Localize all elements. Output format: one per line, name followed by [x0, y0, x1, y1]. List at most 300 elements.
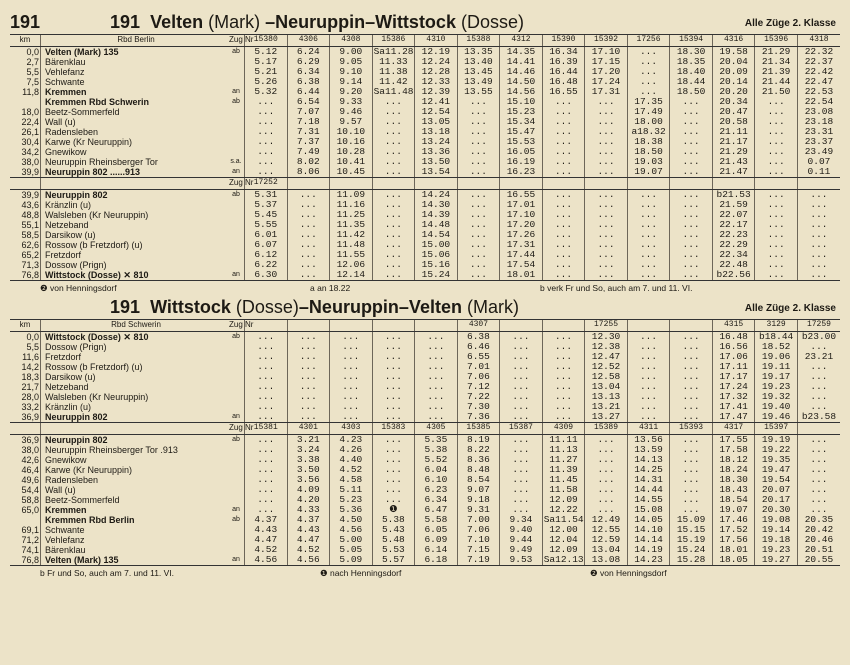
departure-time: 17.58 [712, 445, 755, 455]
departure-time: 8.36 [457, 455, 500, 465]
departure-time: 13.04 [585, 545, 628, 555]
arrival-departure-mark [228, 230, 245, 240]
departure-time: 4.56 [245, 555, 288, 566]
departure-time: 11.35 [330, 220, 373, 230]
departure-time: ... [542, 230, 585, 240]
departure-time: ... [627, 342, 670, 352]
departure-time: ... [670, 240, 713, 250]
departure-time: ... [670, 260, 713, 270]
km-value: 76,8 [10, 555, 41, 566]
departure-time: ... [372, 230, 415, 240]
footnote: ❷ von Henningsdorf [40, 283, 117, 293]
departure-time: 16.48 [712, 332, 755, 343]
departure-time: ... [627, 77, 670, 87]
km-value: 22,4 [21, 117, 39, 127]
departure-time: 11.25 [330, 210, 373, 220]
departure-time: 7.18 [287, 117, 330, 127]
departure-time: 8.22 [457, 445, 500, 455]
departure-time: 17.32 [712, 392, 755, 402]
timetable-row [10, 412, 840, 423]
departure-time: ... [245, 485, 288, 495]
train-number-row [10, 178, 840, 190]
departure-time: ... [755, 137, 798, 147]
departure-time: ... [500, 495, 543, 505]
departure-time: 7.00 [457, 515, 500, 525]
km-value: 43,6 [21, 200, 39, 210]
km-value: 30,4 [21, 137, 39, 147]
departure-time: 20.51 [797, 545, 840, 555]
departure-time: 18.30 [670, 47, 713, 58]
train-number: 4312 [500, 35, 543, 47]
rbd-label: Rbd Berlin [41, 35, 229, 47]
km-value: 55,1 [21, 220, 39, 230]
departure-time: ... [457, 97, 500, 107]
departure-time: ... [372, 107, 415, 117]
departure-time: ... [457, 157, 500, 167]
departure-time: ... [245, 157, 288, 167]
departure-time: b18.44 [755, 332, 798, 343]
km-value: 33,2 [21, 402, 39, 412]
departure-time: ... [245, 137, 288, 147]
train-number [330, 178, 373, 190]
departure-time: ... [330, 412, 373, 423]
departure-time: 18.30 [712, 475, 755, 485]
train-number: 15383 [372, 423, 415, 435]
arrival-departure-mark [228, 57, 245, 67]
departure-time: ... [670, 435, 713, 446]
train-number [797, 178, 840, 190]
station-name: Wall (u) [41, 117, 229, 127]
departure-time: 15.06 [415, 250, 458, 260]
train-number [372, 178, 415, 190]
departure-time: ... [627, 230, 670, 240]
departure-time: 20.17 [755, 495, 798, 505]
departure-time: 17.26 [500, 230, 543, 240]
departure-time: 21.34 [755, 57, 798, 67]
departure-time: ... [585, 117, 628, 127]
departure-time: 21.39 [755, 67, 798, 77]
departure-time: ... [330, 362, 373, 372]
departure-time: 13.59 [627, 445, 670, 455]
departure-time: 6.09 [415, 535, 458, 545]
departure-time: 15.34 [500, 117, 543, 127]
km-value: 18,3 [21, 372, 39, 382]
departure-time: ... [245, 392, 288, 402]
departure-time: 4.09 [287, 485, 330, 495]
departure-time: 4.56 [287, 555, 330, 566]
departure-time: ... [500, 382, 543, 392]
rbd-label [41, 178, 229, 190]
departure-time: ... [627, 200, 670, 210]
station-name: Kränzlin (u) [41, 402, 229, 412]
departure-time: 3.50 [287, 465, 330, 475]
arrival-departure-mark [228, 127, 245, 137]
train-number [585, 178, 628, 190]
departure-time: 18.35 [670, 57, 713, 67]
km-value: 71,3 [21, 260, 39, 270]
departure-time: 14.41 [500, 57, 543, 67]
station-name: Neuruppin Rheinsberger Tor [41, 157, 229, 167]
departure-time: ... [542, 210, 585, 220]
class-note: Alle Züge 2. Klasse [744, 303, 836, 314]
departure-time: 6.04 [415, 465, 458, 475]
station-name: Netzeband [41, 220, 229, 230]
departure-time: ... [330, 342, 373, 352]
departure-time: ... [500, 402, 543, 412]
departure-time: 6.38 [457, 332, 500, 343]
departure-time: 15.47 [500, 127, 543, 137]
departure-time: ... [372, 147, 415, 157]
departure-time: 3.38 [287, 455, 330, 465]
arrival-departure-mark: ab [232, 436, 240, 443]
departure-time: 13.13 [585, 392, 628, 402]
departure-time: 5.23 [330, 495, 373, 505]
departure-time: 15.24 [415, 270, 458, 281]
departure-time: 15.15 [670, 525, 713, 535]
departure-time: 4.37 [287, 515, 330, 525]
departure-time: ... [585, 455, 628, 465]
departure-time: 22.23 [712, 230, 755, 240]
train-number [500, 178, 543, 190]
departure-time: ... [372, 342, 415, 352]
arrival-departure-mark [228, 67, 245, 77]
arrival-departure-mark: ab [232, 191, 240, 198]
departure-time: 4.47 [287, 535, 330, 545]
departure-time: ... [287, 260, 330, 270]
arrival-departure-mark [228, 107, 245, 117]
km-value: 38,0 [21, 157, 39, 167]
departure-time: ... [245, 332, 288, 343]
departure-time: 17.52 [712, 525, 755, 535]
departure-time: ... [287, 372, 330, 382]
departure-time: ... [287, 402, 330, 412]
departure-time: 13.56 [627, 435, 670, 446]
departure-time: 22.32 [797, 47, 840, 58]
departure-time: 7.07 [287, 107, 330, 117]
arrival-departure-mark [228, 392, 245, 402]
station-name: Dossow (Prign) [41, 260, 229, 270]
departure-time: 15.53 [500, 137, 543, 147]
departure-time: 12.14 [330, 270, 373, 281]
departure-time: ... [627, 210, 670, 220]
departure-time: ... [627, 57, 670, 67]
station-name: Darsikow (u) [41, 372, 229, 382]
departure-time: ... [542, 127, 585, 137]
departure-time: 6.01 [245, 230, 288, 240]
departure-time: ... [245, 382, 288, 392]
departure-time: a18.32 [627, 127, 670, 137]
departure-time: Sa11.48 [373, 86, 414, 97]
departure-time: 17.20 [585, 67, 628, 77]
departure-time: ... [627, 332, 670, 343]
departure-time: 7.06 [457, 525, 500, 535]
departure-time: ... [245, 465, 288, 475]
rbd-label: Rbd Schwerin [41, 320, 229, 332]
departure-time: 5.00 [330, 535, 373, 545]
departure-time: ... [542, 402, 585, 412]
timetable-row [10, 392, 840, 402]
station-name: Bärenklau [41, 545, 229, 555]
departure-time: ... [627, 270, 670, 281]
departure-time: 9.07 [457, 485, 500, 495]
departure-time: 5.48 [372, 535, 415, 545]
departure-time: ... [245, 495, 288, 505]
km-value: 74,1 [21, 545, 39, 555]
departure-time: ... [245, 107, 288, 117]
departure-time: ... [542, 392, 585, 402]
departure-time: ... [457, 260, 500, 270]
timetable-row [10, 167, 840, 178]
departure-time: ... [500, 505, 543, 515]
departure-time: ... [500, 485, 543, 495]
departure-time: ... [755, 190, 798, 201]
departure-time: 14.05 [627, 515, 670, 525]
departure-time: 13.08 [585, 555, 628, 566]
station-name: Schwante [41, 525, 229, 535]
km-value: 36,9 [10, 412, 41, 423]
departure-time: 16.55 [542, 87, 585, 97]
departure-time: ... [542, 220, 585, 230]
station-name: Kremmen Rbd Berlin [41, 515, 229, 525]
train-number [287, 178, 330, 190]
station-name: Gnewikow [41, 455, 229, 465]
departure-time: ... [457, 167, 500, 178]
departure-time: ... [245, 167, 288, 178]
train-number [372, 320, 415, 332]
departure-time: 11.55 [330, 250, 373, 260]
departure-time: ... [670, 107, 713, 117]
km-value: 0,0 [26, 332, 39, 342]
station-name: Wittstock (Dosse) ✕ 810 [41, 270, 229, 281]
departure-time: 13.05 [415, 117, 458, 127]
km-value: 21,7 [21, 382, 39, 392]
departure-time: ... [372, 475, 415, 485]
station-name: Beetz-Sommerfeld [41, 107, 229, 117]
departure-time: 6.07 [245, 240, 288, 250]
station-name: Schwante [41, 77, 229, 87]
station-name: Walsleben (Kr Neuruppin) [41, 210, 229, 220]
departure-time: ... [585, 445, 628, 455]
departure-time: 4.47 [245, 535, 288, 545]
footnote: b Fr und So, auch am 7. und 11. VI. [40, 568, 175, 578]
departure-time: ... [670, 97, 713, 107]
departure-time: 13.27 [585, 412, 628, 423]
departure-time: ... [372, 485, 415, 495]
departure-time: 5.55 [245, 220, 288, 230]
departure-time: ... [670, 485, 713, 495]
departure-time: 17.44 [500, 250, 543, 260]
footnotes-bottom [10, 566, 840, 580]
departure-time: ... [542, 352, 585, 362]
departure-time: 8.19 [457, 435, 500, 446]
departure-time: 5.37 [245, 200, 288, 210]
departure-time: ... [585, 190, 628, 201]
departure-time: 21.29 [712, 147, 755, 157]
departure-time: 11.45 [542, 475, 585, 485]
departure-time: 22.29 [712, 240, 755, 250]
departure-time: 22.37 [797, 57, 840, 67]
departure-time: 7.22 [457, 392, 500, 402]
station-name: Beetz-Sommerfeld [41, 495, 229, 505]
station-name: Walsleben (Kr Neuruppin) [41, 392, 229, 402]
departure-time: 22.53 [797, 87, 840, 97]
train-number: 15393 [670, 423, 713, 435]
train-number: 4307 [457, 320, 500, 332]
departure-time: 10.10 [330, 127, 373, 137]
departure-time: ... [245, 402, 288, 412]
departure-time: 12.28 [415, 67, 458, 77]
departure-time: ... [627, 240, 670, 250]
departure-time: 3.21 [287, 435, 330, 446]
departure-time: 16.44 [542, 67, 585, 77]
departure-time: 22.34 [712, 250, 755, 260]
departure-time: 12.04 [542, 535, 585, 545]
departure-time: ... [670, 465, 713, 475]
departure-time: 14.25 [627, 465, 670, 475]
departure-time: 12.09 [542, 545, 585, 555]
departure-time: ... [585, 167, 628, 178]
departure-time: 5.38 [372, 515, 415, 525]
departure-time: ... [457, 137, 500, 147]
departure-time: 17.17 [712, 372, 755, 382]
departure-time: 19.18 [755, 535, 798, 545]
departure-time: 22.48 [712, 260, 755, 270]
departure-time: 18.38 [627, 137, 670, 147]
departure-time: ... [627, 250, 670, 260]
departure-time: ... [670, 137, 713, 147]
departure-time: ... [585, 220, 628, 230]
departure-time: ... [372, 435, 415, 446]
departure-time: 12.59 [585, 535, 628, 545]
train-number [500, 320, 543, 332]
departure-time: ... [245, 342, 288, 352]
departure-time: 14.23 [627, 555, 670, 566]
departure-time: 11.09 [330, 190, 373, 201]
departure-time: 15.10 [500, 97, 543, 107]
departure-time: 5.21 [245, 67, 288, 77]
train-number: 15390 [542, 35, 585, 47]
departure-time: ... [457, 230, 500, 240]
departure-time: ... [287, 270, 330, 281]
departure-time: ... [287, 332, 330, 343]
departure-time: 0.07 [797, 157, 840, 167]
train-number: 4311 [627, 423, 670, 435]
departure-time: 22.07 [712, 210, 755, 220]
departure-time: ... [797, 455, 840, 465]
departure-time: ... [670, 157, 713, 167]
departure-time: ... [500, 362, 543, 372]
departure-time: 18.40 [670, 67, 713, 77]
departure-time: ... [287, 392, 330, 402]
departure-time: 15.16 [415, 260, 458, 270]
departure-time: ... [500, 445, 543, 455]
departure-time: 6.38 [287, 77, 330, 87]
departure-time: 11.11 [542, 435, 585, 446]
departure-time: ... [245, 435, 288, 446]
departure-time: ... [415, 362, 458, 372]
departure-time: 6.34 [415, 495, 458, 505]
arrival-departure-mark [228, 240, 245, 250]
departure-time: ... [797, 435, 840, 446]
departure-time: ... [287, 220, 330, 230]
departure-time: ... [415, 402, 458, 412]
departure-time: 6.47 [415, 505, 458, 515]
departure-time: 10.28 [330, 147, 373, 157]
station-name: Bärenklau [41, 57, 229, 67]
departure-time: ... [755, 117, 798, 127]
departure-time: 14.39 [415, 210, 458, 220]
departure-time: 19.47 [755, 465, 798, 475]
departure-time: ... [287, 250, 330, 260]
departure-time: ... [372, 157, 415, 167]
departure-time: ... [372, 362, 415, 372]
arrival-departure-mark [228, 260, 245, 270]
km-value: 65,2 [21, 250, 39, 260]
departure-time: 5.43 [372, 525, 415, 535]
departure-time: 8.02 [287, 157, 330, 167]
arrival-departure-mark: an [228, 412, 245, 423]
departure-time: 20.35 [797, 515, 840, 525]
departure-time: ... [585, 505, 628, 515]
departure-time: 11.13 [542, 445, 585, 455]
departure-time: 4.52 [330, 465, 373, 475]
train-number [627, 320, 670, 332]
departure-time: ... [797, 220, 840, 230]
km-value: 76,8 [10, 270, 41, 281]
train-number: 4306 [287, 35, 330, 47]
departure-time: ... [670, 147, 713, 157]
departure-time: ... [245, 352, 288, 362]
departure-time: 9.10 [330, 67, 373, 77]
station-name: Neuruppin Rheinsberger Tor .913 [41, 445, 229, 455]
departure-time: ... [797, 392, 840, 402]
departure-time: 20.04 [712, 57, 755, 67]
departure-time: 18.01 [712, 545, 755, 555]
station-name: Dossow (Prign) [41, 342, 229, 352]
arrival-departure-mark [228, 545, 245, 555]
departure-time: ... [372, 392, 415, 402]
departure-time: ... [330, 332, 373, 343]
km-value: 58,5 [21, 230, 39, 240]
train-number [542, 178, 585, 190]
station-name: Velten (Mark) 135 [41, 555, 229, 566]
departure-time: 9.57 [330, 117, 373, 127]
departure-time: ... [542, 342, 585, 352]
departure-time: 15.23 [500, 107, 543, 117]
station-name: Netzeband [41, 382, 229, 392]
departure-time: 9.31 [457, 505, 500, 515]
km-value: 71,2 [21, 535, 39, 545]
departure-time: ... [797, 342, 840, 352]
train-number [712, 178, 755, 190]
departure-time: ... [670, 127, 713, 137]
departure-time: ... [755, 240, 798, 250]
departure-time: ... [627, 67, 670, 77]
departure-time: ... [245, 97, 288, 107]
departure-time: ... [542, 270, 585, 281]
km-value: 11,6 [22, 352, 39, 362]
km-value: 14,2 [21, 362, 39, 372]
arrival-departure-mark [228, 117, 245, 127]
departure-time: 5.11 [330, 485, 373, 495]
departure-time: 9.49 [500, 545, 543, 555]
departure-time: ... [500, 435, 543, 446]
departure-time: 14.54 [415, 230, 458, 240]
departure-time: 12.00 [542, 525, 585, 535]
zug-nr-label: Zug Nr [228, 423, 245, 435]
departure-time: 12.52 [585, 362, 628, 372]
departure-time: ... [797, 465, 840, 475]
